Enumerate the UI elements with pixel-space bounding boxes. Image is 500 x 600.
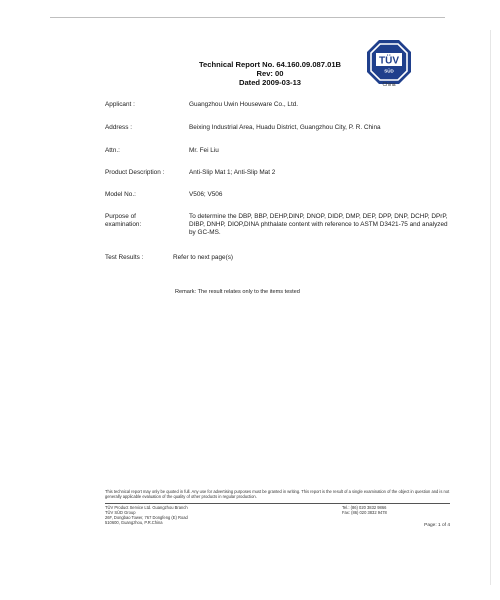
report-date: Dated 2009-03-13 xyxy=(238,78,302,87)
footer-address-line: TÜV SÜD Group xyxy=(105,510,136,515)
report-header xyxy=(150,60,390,87)
logo-sub-text: SÜD xyxy=(384,68,394,74)
footer-divider xyxy=(105,503,450,504)
product-description-label: Product Description : xyxy=(105,169,165,176)
footer-address-line: 510600, Guangzhou, P.R.China xyxy=(105,520,163,525)
page-edge-line xyxy=(490,30,491,585)
footer-address xyxy=(105,505,315,525)
attn-label: Attn.: xyxy=(105,147,120,154)
model-no-label: Model No.: xyxy=(105,191,136,198)
purpose-value: To determine the DBP, BBP, DEHP,DINP, DNOP, DIDP, DMP, DEP, DPP, DNP, DCHP, DPrP, DIBP, DNHP, DIOP,DINA phthalate content with reference to ASTM D3421-75 and analyzed by GC-MS. xyxy=(189,213,448,236)
address-value: Beixing Industrial Area, Huadu District, Guangzhou City, P. R. China xyxy=(189,124,381,131)
remark-text: Remark: The result relates only to the items tested xyxy=(175,289,300,295)
footer-tel: Tel.: (86) 020 3832 9866 xyxy=(342,505,387,510)
top-divider xyxy=(50,17,445,18)
report-number: Technical Report No. 64.160.09.087.01B xyxy=(198,60,342,69)
logo-country: China xyxy=(382,82,396,88)
page-number: Page: 1 of 4 xyxy=(424,523,450,528)
applicant-label: Applicant : xyxy=(105,101,135,108)
model-no-value: V506; V506 xyxy=(189,191,223,198)
attn-value: Mr. Fei Liu xyxy=(189,147,219,154)
footer-address-line: TÜV Product Service Ltd. Guangzhou Branch xyxy=(105,505,188,510)
applicant-value: Guangzhou Uwin Houseware Co., Ltd. xyxy=(189,101,299,108)
logo-text: TÜV xyxy=(379,55,399,67)
purpose-label: Purpose of examination: xyxy=(105,213,142,228)
footer-fax: Fax: (86) 020 3832 9478 xyxy=(342,510,387,515)
test-results-label: Test Results : xyxy=(105,254,144,261)
product-description-value: Anti-Slip Mat 1; Anti-Slip Mat 2 xyxy=(189,169,276,176)
test-results-value: Refer to next page(s) xyxy=(173,254,234,261)
address-label: Address : xyxy=(105,124,132,131)
footer-disclaimer: This technical report may only be quoted in full. Any use for advertising purposes must be granted in writing. This report is the result of a single examination of the object in question and is not generally applicable evaluation of the quality of other products in regular production. xyxy=(105,489,450,500)
footer-contact xyxy=(342,505,452,515)
footer-address-line: 26F, Dongbao Tower, 767 Dongfeng (E) Road xyxy=(105,515,188,520)
report-revision: Rev: 00 xyxy=(256,69,284,78)
